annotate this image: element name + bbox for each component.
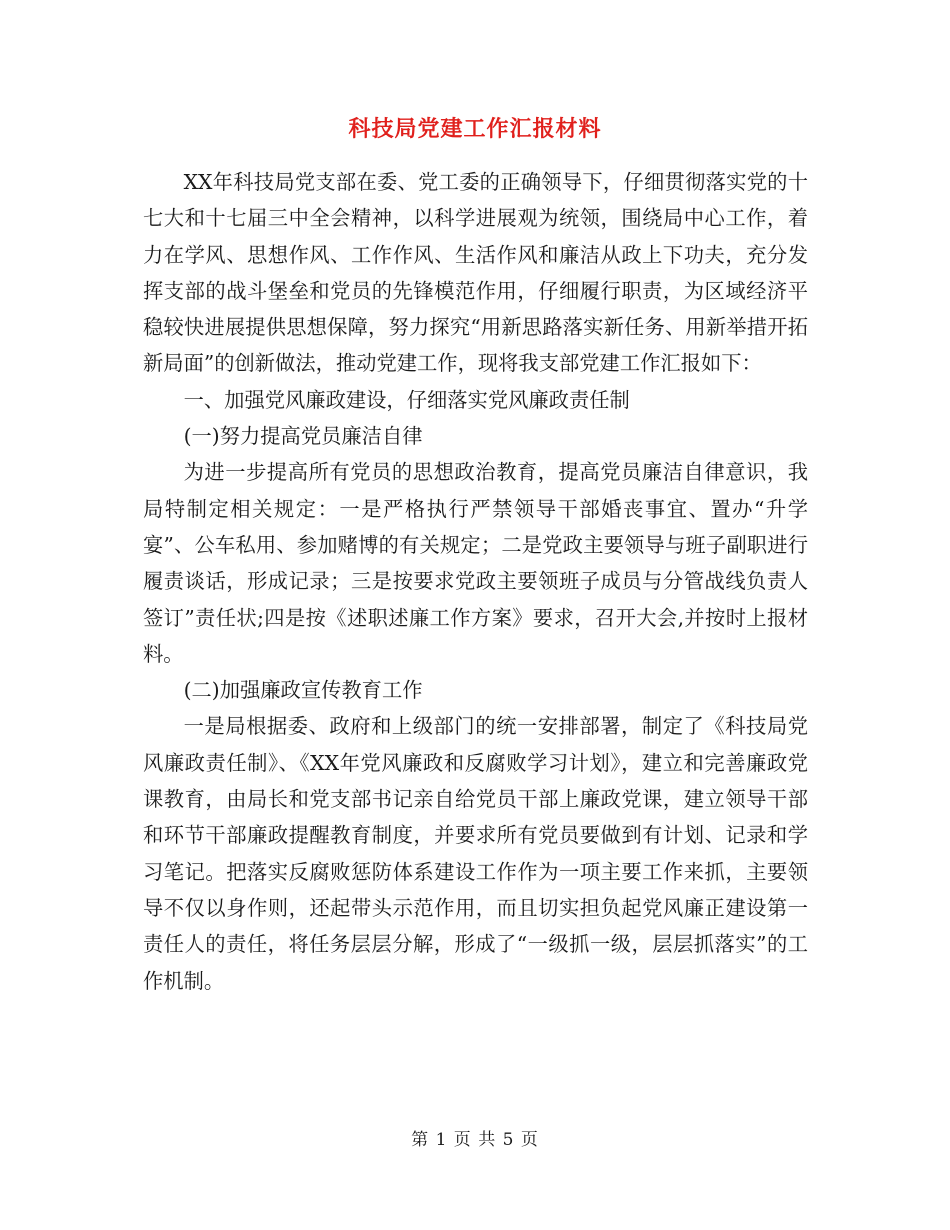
- document-body: [143, 164, 808, 999]
- page-number-footer: 第 1 页 共 5 页: [411, 1130, 539, 1150]
- subsection-heading-1: (一)努力提高党员廉洁自律: [183, 424, 423, 449]
- subsection-heading-2: (二)加强廉政宣传教育工作: [183, 678, 423, 703]
- document-title: 科技局党建工作汇报材料: [348, 116, 602, 142]
- subsection-2-paragraph: 一是局根据委、政府和上级部门的统一安排部署，制定了《科技局党风廉政责任制》、《XX年党风廉政和反腐败学习计划》，建立和完善廉政党课教育，由局长和党支部书记亲自给党员干部上廉政党课，建立领导干部和环节干部廉政提醒教育制度，并要求所有党员要做到有计划、记录和学习笔记。把落实反腐败惩防体系建设工作作为一项主要工作来抓，主要领导不仅以身作则，还起带头示范作用，而且切实担负起党风廉正建设第一责任人的责任，将任务层层分解，形成了“一级抓一级，层层抓落实”的工作机制。: [143, 714, 808, 993]
- intro-paragraph: XX年科技局党支部在委、党工委的正确领导下，仔细贯彻落实党的十七大和十七届三中全会精神，以科学进展观为统领，围绕局中心工作，着力在学风、思想作风、工作作风、生活作风和廉洁从政上下功夫，充分发挥支部的战斗堡垒和党员的先锋模范作用，仔细履行职责，为区域经济平稳较快进展提供思想保障，努力探究“用新思路落实新任务、用新举措开拓新局面”的创新做法，推动党建工作，现将我支部党建工作汇报如下：: [143, 170, 808, 376]
- subsection-1-paragraph: 为进一步提高所有党员的思想政治教育，提高党员廉洁自律意识，我局特制定相关规定：一是严格执行严禁领导干部婚丧事宜、置办“升学宴”、公车私用、参加赌博的有关规定；二是党政主要领导与班子副职进行履责谈话，形成记录；三是按要求党政主要领班子成员与分管战线负责人签订”责任状;四是按《述职述廉工作方案》要求，召开大会,并按时上报材料。: [143, 460, 808, 666]
- section-heading-1: 一、加强党风廉政建设，仔细落实党风廉政责任制: [183, 387, 630, 412]
